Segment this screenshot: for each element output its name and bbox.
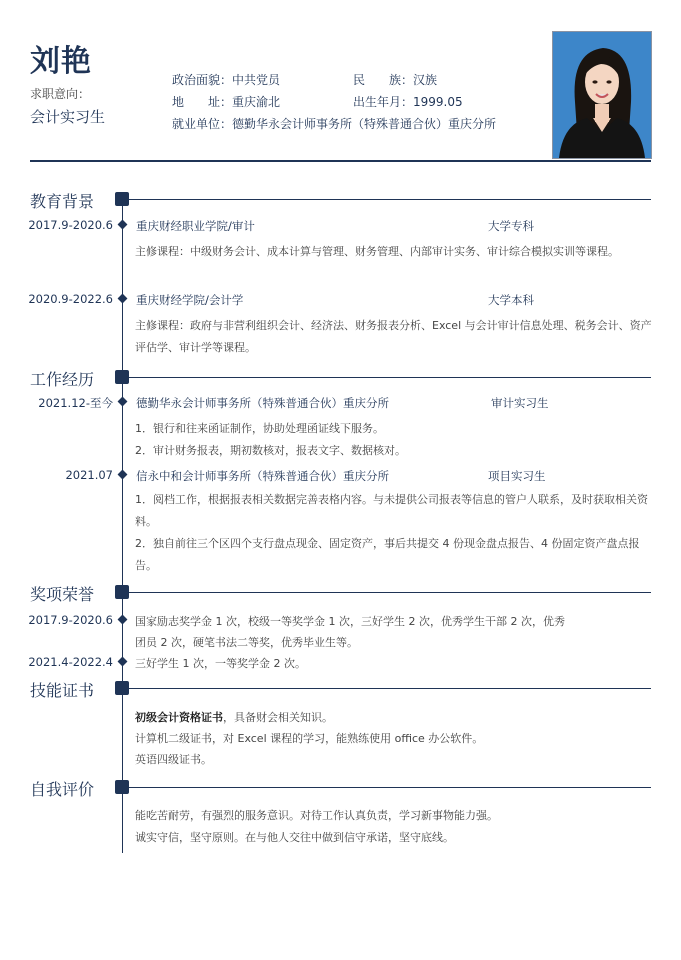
work-date: 2021.07 — [65, 468, 113, 482]
skill-item: 初级会计资格证书，具备财会相关知识。 — [135, 711, 333, 724]
timeline-diamond — [117, 615, 127, 625]
job-intent-label: 求职意向： — [30, 87, 91, 101]
award-text: 国家励志奖学金 1 次，校级一等奖学金 1 次，三好学生 2 次，优秀学生干部 2 次，优秀 — [135, 615, 565, 628]
section-title-self-eval: 自我评价 — [30, 780, 95, 799]
timeline-diamond — [117, 397, 127, 407]
section-marker — [115, 585, 129, 599]
work-duty: 1．银行和往来函证制作，协助处理函证线下服务。 — [135, 422, 384, 435]
timeline-diamond — [117, 657, 127, 667]
portrait-image — [553, 32, 651, 158]
work-role: 审计实习生 — [491, 396, 549, 410]
work-company: 德勤华永会计师事务所（特殊普通合伙）重庆分所 — [136, 396, 389, 410]
section-divider — [129, 592, 651, 593]
section-title-work: 工作经历 — [30, 370, 95, 389]
section-title-awards: 奖项荣誉 — [30, 585, 95, 604]
edu-school: 重庆财经职业学院/审计 — [136, 219, 255, 233]
work-duty: 2．独自前往三个区四个支行盘点现金、固定资产，事后共提交 4 份现金盘点报告、4 份固定资产盘点报告。 — [135, 537, 640, 572]
birth-date: 出生年月：1999.05 — [353, 95, 463, 109]
award-text: 团员 2 次，硬笔书法二等奖，优秀毕业生等。 — [135, 636, 358, 649]
section-title-skills: 技能证书 — [30, 681, 95, 700]
work-company: 信永中和会计师事务所（特殊普通合伙）重庆分所 — [136, 469, 389, 483]
edu-courses: 主修课程：政府与非营利组织会计、经济法、财务报表分析、Excel 与会计审计信息处理、税务会计、资产评估学、审计学等课程。 — [135, 319, 652, 354]
edu-degree: 大学专科 — [488, 219, 534, 233]
edu-degree: 大学本科 — [488, 293, 534, 307]
award-date: 2021.4-2022.4 — [28, 655, 113, 669]
section-marker — [115, 370, 129, 384]
award-date: 2017.9-2020.6 — [28, 613, 113, 627]
candidate-name: 刘艳 — [30, 44, 92, 79]
section-marker — [115, 192, 129, 206]
work-duty: 1．阅档工作，根据报表相关数据完善表格内容。与未提供公司报表等信息的管户人联系，及时获取相关资料。 — [135, 493, 648, 528]
edu-school: 重庆财经学院/会计学 — [136, 293, 244, 307]
section-title-education: 教育背景 — [30, 192, 95, 211]
skill-item: 计算机二级证书，对 Excel 课程的学习，能熟练使用 office 办公软件。 — [135, 732, 484, 745]
profile-photo — [552, 31, 652, 159]
section-marker — [115, 681, 129, 695]
section-divider — [129, 199, 651, 200]
address: 地 址：重庆渝北 — [172, 95, 281, 109]
timeline-diamond — [117, 470, 127, 480]
timeline-diamond — [117, 294, 127, 304]
edu-courses: 主修课程：中级财务会计、成本计算与管理、财务管理、内部审计实务、审计综合模拟实训等课程。 — [135, 245, 619, 258]
work-role: 项目实习生 — [488, 469, 546, 483]
self-eval-text: 诚实守信，坚守原则。在与他人交往中做到信守承诺，坚守底线。 — [135, 831, 454, 844]
work-duty: 2．审计财务报表，期初数核对，报表文字、数据核对。 — [135, 444, 406, 457]
political-status: 政治面貌：中共党员 — [172, 73, 281, 87]
job-intent-value: 会计实习生 — [30, 108, 106, 126]
section-divider — [129, 688, 651, 689]
award-text: 三好学生 1 次，一等奖学金 2 次。 — [135, 657, 306, 670]
section-marker — [115, 780, 129, 794]
work-date: 2021.12-至今 — [38, 396, 113, 410]
edu-date: 2020.9-2022.6 — [28, 292, 113, 306]
section-divider — [129, 377, 651, 378]
header-divider — [30, 160, 651, 162]
edu-date: 2017.9-2020.6 — [28, 218, 113, 232]
ethnicity: 民 族：汉族 — [353, 73, 438, 87]
skill-item: 英语四级证书。 — [135, 753, 212, 766]
section-divider — [129, 787, 651, 788]
employer: 就业单位：德勤华永会计师事务所（特殊普通合伙）重庆分所 — [172, 117, 497, 131]
timeline-diamond — [117, 220, 127, 230]
self-eval-text: 能吃苦耐劳，有强烈的服务意识。对待工作认真负责，学习新事物能力强。 — [135, 809, 498, 822]
